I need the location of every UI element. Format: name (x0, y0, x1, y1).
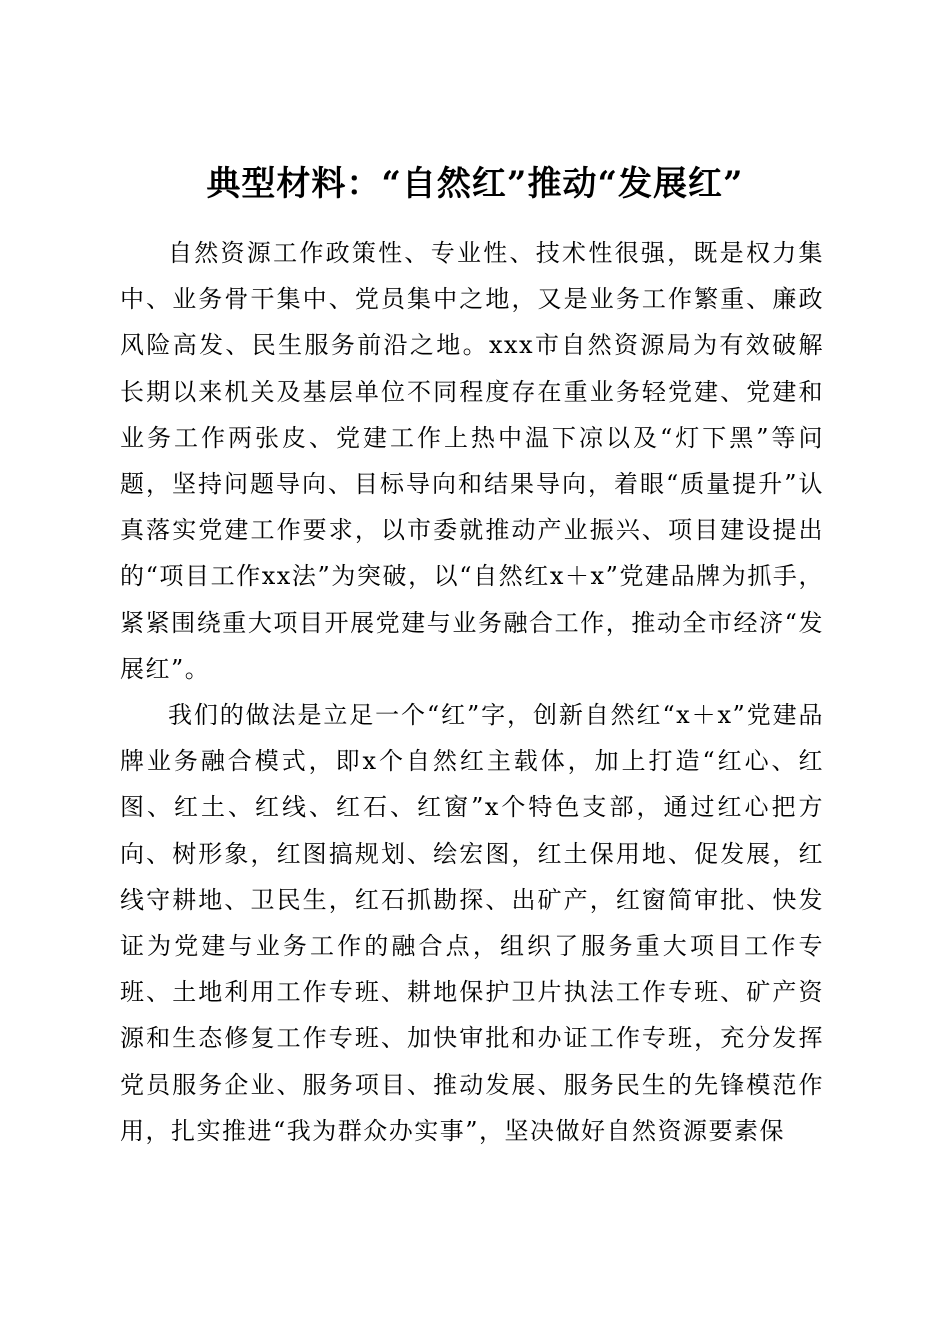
document-body (120, 230, 824, 1154)
paragraph-2: 我们的做法是立足一个“红”字，创新自然红“x＋x”党建品牌业务融合模式，即x个自然红主载体，加上打造“红心、红图、红土、红线、红石、红窗”x个特色支部，通过红心把方向、树形象，红图搞规划、绘宏图，红土保用地、促发展，红线守耕地、卫民生，红石抓勘探、出矿产，红窗简审批、快发证为党建与业务工作的融合点，组织了服务重大项目工作专班、土地利用工作专班、耕地保护卫片执法工作专班、矿产资源和生态修复工作专班、加快审批和办证工作专班，充分发挥党员服务企业、服务项目、推动发展、服务民生的先锋模范作用，扎实推进“我为群众办实事”，坚决做好自然资源要素保 (120, 701, 824, 1145)
paragraph-1: 自然资源工作政策性、专业性、技术性很强，既是权力集中、业务骨干集中、党员集中之地，又是业务工作繁重、廉政风险高发、民生服务前沿之地。xxx市自然资源局为有效破解长期以来机关及基层单位不同程度存在重业务轻党建、党建和业务工作两张皮、党建工作上热中温下凉以及“灯下黑”等问题，坚持问题导向、目标导向和结果导向，着眼“质量提升”认真落实党建工作要求，以市委就推动产业振兴、项目建设提出的“项目工作xx法”为突破，以“自然红x＋x”党建品牌为抓手，紧紧围绕重大项目开展党建与业务融合工作，推动全市经济“发展红”。 (120, 239, 824, 683)
page-title: 典型材料：“自然红”推动“发展红” (206, 163, 744, 204)
